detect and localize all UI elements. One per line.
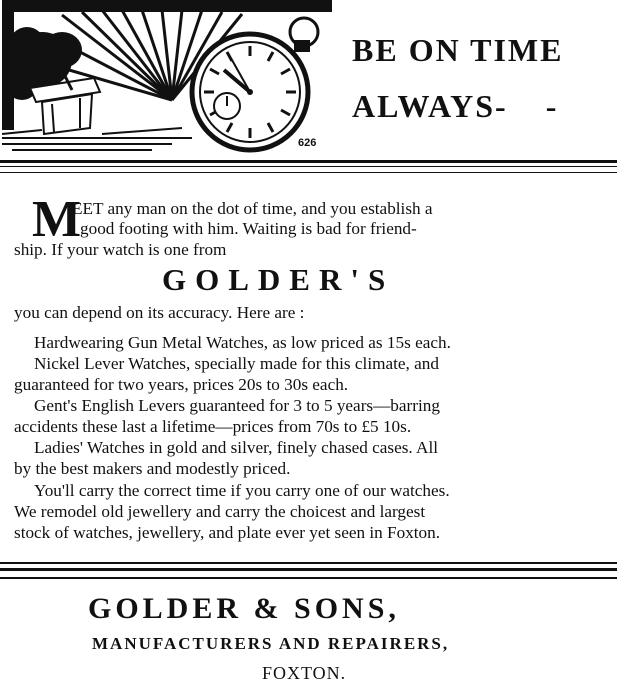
stock-line: stock of watches, jewellery, and plate ever yet seen in Foxton. bbox=[14, 523, 441, 542]
ladies-watches-line-2: by the best makers and modestly priced. bbox=[14, 459, 291, 478]
correct-time-line-1: You'll carry the correct time if you carry one of our watches. bbox=[34, 481, 450, 500]
correct-time-line-2: We remodel old jewellery and carry the choicest and largest bbox=[14, 502, 426, 521]
nickel-lever-line-1: Nickel Lever Watches, specially made for this climate, and bbox=[34, 354, 439, 373]
gun-metal-line: Hardwearing Gun Metal Watches, as low priced as 15s each. bbox=[34, 333, 451, 352]
brand-name: GOLDER'S bbox=[162, 262, 395, 297]
gents-levers-line-2: accidents these last a lifetime—prices from 70s to £5 10s. bbox=[14, 417, 412, 436]
top-rule-thin bbox=[0, 166, 617, 167]
headline-line-2 bbox=[352, 88, 558, 125]
headline-line-1: BE ON TIME bbox=[352, 32, 564, 68]
depend-line: you can depend on its accuracy. Here are : bbox=[14, 303, 305, 322]
intro-line-1: EET any man on the dot of time, and you establish a bbox=[72, 199, 433, 218]
sundial-and-pocket-watch-illustration bbox=[2, 0, 332, 160]
nickel-lever-line-2: guaranteed for two years, prices 20s to 30s each. bbox=[14, 375, 349, 394]
footer-subtitle: MANUFACTURERS AND REPAIRERS, bbox=[92, 634, 450, 653]
footer-town: FOXTON. bbox=[262, 663, 347, 683]
footer-company-name: GOLDER & SONS, bbox=[88, 592, 400, 625]
ladies-watches-line-1: Ladies' Watches in gold and silver, finely chased cases. All bbox=[34, 438, 439, 457]
top-rule-third bbox=[0, 172, 617, 173]
pocket-watch-icon bbox=[192, 18, 318, 150]
headline-dash: - bbox=[545, 88, 559, 124]
bottom-rule-2 bbox=[0, 568, 617, 571]
gents-levers-line-1: Gent's English Levers guaranteed for 3 to 5 years—barring bbox=[34, 396, 440, 415]
drop-cap: M bbox=[32, 191, 82, 248]
headline-always: ALWAYS- bbox=[352, 88, 508, 124]
intro-line-3: ship. If your watch is one from bbox=[14, 240, 227, 259]
top-rule-thick bbox=[0, 160, 617, 163]
bottom-rule-3 bbox=[0, 577, 617, 579]
intro-line-2: good footing with him. Waiting is bad for friend- bbox=[80, 219, 417, 238]
bottom-rule-1 bbox=[0, 562, 617, 564]
illustration-number: 626 bbox=[298, 137, 317, 149]
